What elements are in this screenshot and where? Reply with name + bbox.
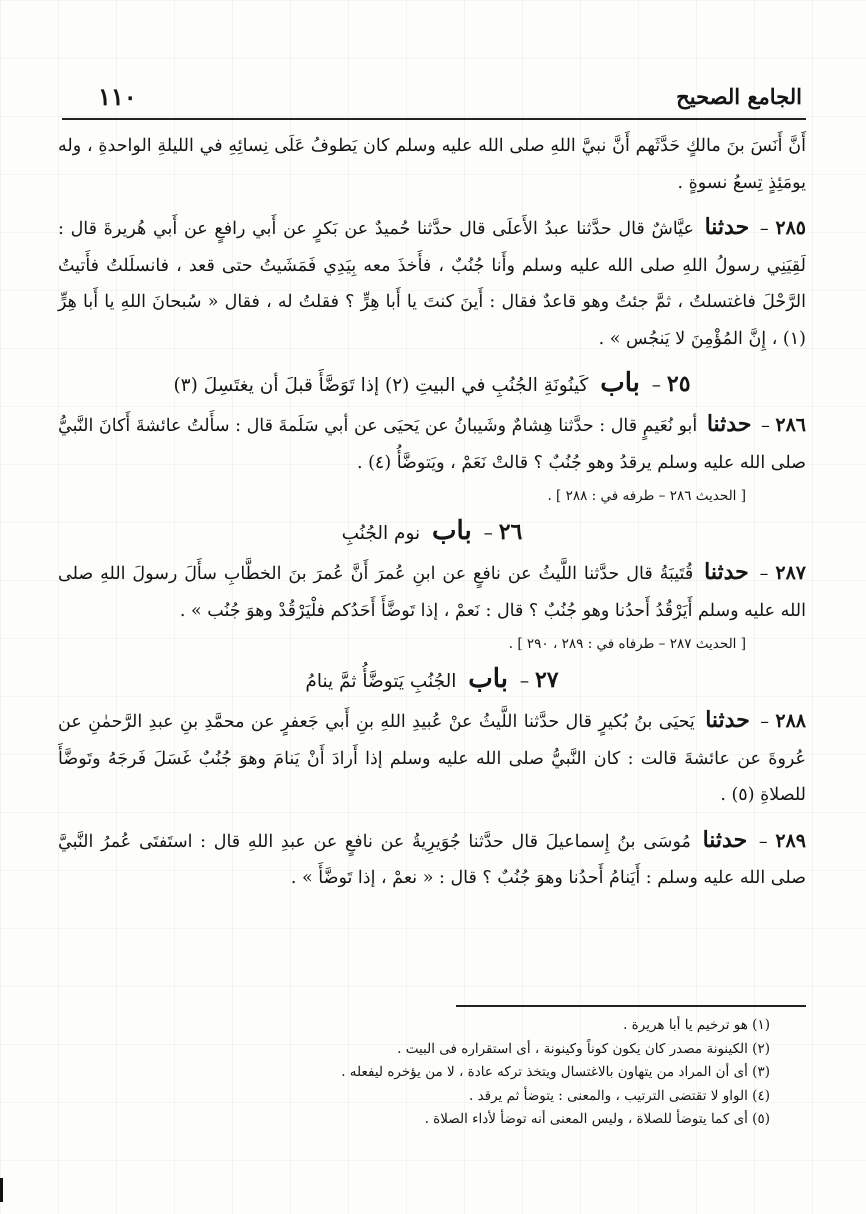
chapter-title: نوم الجُنُبِ — [341, 523, 421, 544]
running-title: الجامع الصحيح — [676, 84, 802, 109]
hadith-opener: حدثنا — [706, 411, 752, 437]
page-number: ١١٠ — [98, 82, 137, 111]
hadith-text: مُوسَى بنُ إِسماعيلَ قال حدَّثنا جُوَيرِيةُ عن نافعٍ عن عبدِ اللهِ قال : استَفتَى عُمرُ النَّبيَّ صلى الله عليه وسلم : أَيَنامُ أَحدُنا وهوَ جُنُبٌ ؟ قال : « نعمْ ، إذا تَوضَّأَ » . — [58, 831, 806, 888]
hadith-opener: حدثنا — [705, 707, 750, 733]
footnote-2: (٢) الكينونة مصدر كان يكون كوناً وكينونة ، أى استقراره فى البيت . — [397, 1040, 770, 1057]
footnote-3: (٣) أى أن المراد من يتهاون بالاغتسال ويتخذ تركه عادة ، لا من يؤخره ليفعله . — [341, 1064, 770, 1080]
hadith-text: أبو نُعَيمٍ قال : حدَّثنا هِشامٌ وشَيبانُ عن يَحيَى عن أبي سَلَمةَ قال : سأَلتُ عائشةَ أَكانَ النَّبيُّ صلى الله عليه وسلم يرقدُ وهو جُنُبٌ ؟ قالتْ نَعَمْ ، ويَتوضَّأُ (٤) . — [58, 416, 806, 473]
footnote-1: (١) هو ترخيم يا أبا هريرة . — [623, 1017, 770, 1033]
hadith-opener: حدثنا — [704, 214, 750, 240]
main-text — [58, 128, 806, 897]
hadith-text: يَحيَى بنُ بُكيرٍ قال حدَّثنا اللَّيثُ عنْ عُبيدِ اللهِ بنِ أَبي جَعفرٍ عن محمَّدِ بنِ عبدِ الرَّحمٰنِ عن عُروةَ عن عائشةَ قالت : كان النَّبيُّ صلى الله عليه وسلم إذا أَرادَ أَنْ يَنامَ وهوَ جُنُبٌ غَسَلَ فَرجَهُ وتَوضَّأَ للصلاةِ (٥) . — [58, 712, 806, 805]
hadith-number: ٢٨٦ — [775, 414, 806, 436]
hadith-cross-reference: [ الحديث ٢٨٧ – طرفاه في : ٢٨٩ ، ٢٩٠ ] . — [508, 636, 746, 652]
chapter-bab: باب — [468, 664, 508, 694]
footnote-5: (٥) أى كما يتوضأ للصلاة ، وليس المعنى أنه توضأ لأداء الصلاة . — [424, 1111, 770, 1127]
chapter-number: ٢٥ — [666, 371, 691, 397]
header-rule — [62, 118, 806, 120]
continuation-paragraph: أَنَّ أَنَسَ بنَ مالكٍ حَدَّثَهم أَنَّ نبيَّ اللهِ صلى الله عليه وسلم كان يَطوفُ عَلَى نِسائِهِ في الليلةِ الواحدةِ ، وله يومَئِذٍ تِسعُ نسوةٍ . — [58, 136, 807, 193]
footnote-4: (٤) الواو لا تقتضى الترتيب ، والمعنى : يتوضأ ثم يرقد . — [468, 1087, 770, 1104]
hadith-number: ٢٨٧ — [775, 562, 806, 584]
hadith-opener: حدثنا — [702, 826, 748, 853]
chapter-title: الجُنُبِ يَتوضَّأُ ثمَّ ينامُ — [305, 671, 457, 692]
page-header — [64, 82, 802, 116]
hadith-text: عيَّاشٌ قال حدَّثنا عبدُ الأَعلَى قال حدَّثنا حُميدٌ عن بَكرٍ عن أَبي رافعٍ عن أَبي هُريرةَ قال : لَقِيَنِي رسولُ اللهِ صلى الله عليه وسلم وأَنا جُنُبٌ ، فأَخذَ معه بِيَدِي فَمَشَيتُ حتى قعد ، فانسلَلتُ فأَتيتُ الرَّحْلَ فاغتسلتُ ، ثمَّ جئتُ وهو قاعدٌ فقال : أَينَ كنتَ يا أَبا هِرٍّ ؟ فقلتُ له ، فقال « سُبحانَ اللهِ يا أَبا هِرٍّ (١) ، إِنَّ المُؤْمِنَ لا يَنجُس » . — [58, 219, 806, 349]
footnotes — [130, 1014, 770, 1132]
chapter-title: كَينُونَةِ الجُنُبِ في البيتِ (٢) إذا تَوَضَّأَ قبلَ أن يغتَسِلَ (٣) — [173, 375, 589, 396]
hadith-285: ٢٨٥ – حدثنا عيَّاشٌ قال حدَّثنا عبدُ الأَعلَى قال حدَّثنا حُميدٌ عن بَكرٍ عن أَبي رافعٍ عن أَبي هُريرةَ قال : لَقِيَنِي رسولُ اللهِ صلى الله عليه وسلم وأَنا جُنُبٌ ، فأَخذَ معه بِيَدِي فَمَشَيتُ حتى قعد ، فانسلَلتُ فأَتيتُ الرَّحْلَ فاغتسلتُ ، ثمَّ جئتُ وهو قاعدٌ فقال : أَينَ كنتَ يا أَبا هِرٍّ ؟ فقلتُ له ، فقال « سُبحانَ اللهِ يا أَبا هِرٍّ (١) ، إِنَّ المُؤْمِنَ لا يَنجُس » . — [58, 214, 806, 349]
chapter-27-heading: ٢٧ – باب الجُنُبِ يَتوضَّأُ ثمَّ ينامُ — [305, 664, 559, 694]
hadith-opener: حدثنا — [704, 559, 749, 585]
hadith-cross-reference: [ الحديث ٢٨٦ – طرفه في : ٢٨٨ ] . — [547, 488, 746, 504]
chapter-26-heading: ٢٦ – باب نوم الجُنُبِ — [341, 516, 523, 546]
chapter-bab: باب — [432, 516, 472, 546]
hadith-288: ٢٨٨ – حدثنا يَحيَى بنُ بُكيرٍ قال حدَّثنا اللَّيثُ عنْ عُبيدِ اللهِ بنِ أَبي جَعفرٍ عن محمَّدِ بنِ عبدِ الرَّحمٰنِ عن عُروةَ عن عائشةَ قالت : كان النَّبيُّ صلى الله عليه وسلم إذا أَرادَ أَنْ يَنامَ وهوَ جُنُبٌ غَسَلَ فَرجَهُ وتَوضَّأَ للصلاةِ (٥) . — [58, 707, 806, 805]
hadith-number: ٢٨٥ — [775, 217, 806, 239]
hadith-287: ٢٨٧ – حدثنا قُتَيبَةُ قال حدَّثنا اللَّيثُ عن نافعٍ عن ابنِ عُمرَ أَنَّ عُمرَ بنَ الخطَّابِ سأَلَ رسولَ اللهِ صلى الله عليه وسلم أَيَرْقُدُ أَحدُنا وهو جُنُبٌ ؟ قال : نَعمْ ، إذا تَوضَّأَ أَحَدُكم فلْيَرْقُدْ وهوَ جُنُب » . — [58, 559, 806, 621]
hadith-text: قُتَيبَةُ قال حدَّثنا اللَّيثُ عن نافعٍ عن ابنِ عُمرَ أَنَّ عُمرَ بنَ الخطَّابِ سأَلَ رسولَ اللهِ صلى الله عليه وسلم أَيَرْقُدُ أَحدُنا وهو جُنُبٌ ؟ قال : نَعمْ ، إذا تَوضَّأَ أَحَدُكم فلْيَرْقُدْ وهوَ جُنُب » . — [58, 564, 806, 621]
chapter-number: ٢٧ — [534, 667, 559, 693]
hadith-number: ٢٨٩ — [775, 829, 806, 852]
chapter-number: ٢٦ — [498, 519, 523, 545]
hadith-286: ٢٨٦ – حدثنا أبو نُعَيمٍ قال : حدَّثنا هِشامٌ وشَيبانُ عن يَحيَى عن أبي سَلَمةَ قال : سأَلتُ عائشةَ أَكانَ النَّبيُّ صلى الله عليه وسلم يرقدُ وهو جُنُبٌ ؟ قالتْ نَعَمْ ، ويَتوضَّأُ (٤) . — [58, 411, 806, 473]
hadith-number: ٢٨٨ — [775, 710, 806, 732]
chapter-25-heading: ٢٥ – باب كَينُونَةِ الجُنُبِ في البيتِ (٢) إذا تَوَضَّأَ قبلَ أن يغتَسِلَ (٣) — [173, 368, 691, 398]
chapter-bab: باب — [600, 368, 640, 398]
scan-edge-mark — [0, 1178, 3, 1202]
hadith-289: ٢٨٩ – حدثنا مُوسَى بنُ إِسماعيلَ قال حدَّثنا جُوَيرِيةُ عن نافعٍ عن عبدِ اللهِ قال : استَفتَى عُمرُ النَّبيَّ صلى الله عليه وسلم : أَيَنامُ أَحدُنا وهوَ جُنُبٌ ؟ قال : « نعمْ ، إذا تَوضَّأَ » . — [58, 826, 806, 888]
footnote-rule — [456, 1005, 806, 1007]
